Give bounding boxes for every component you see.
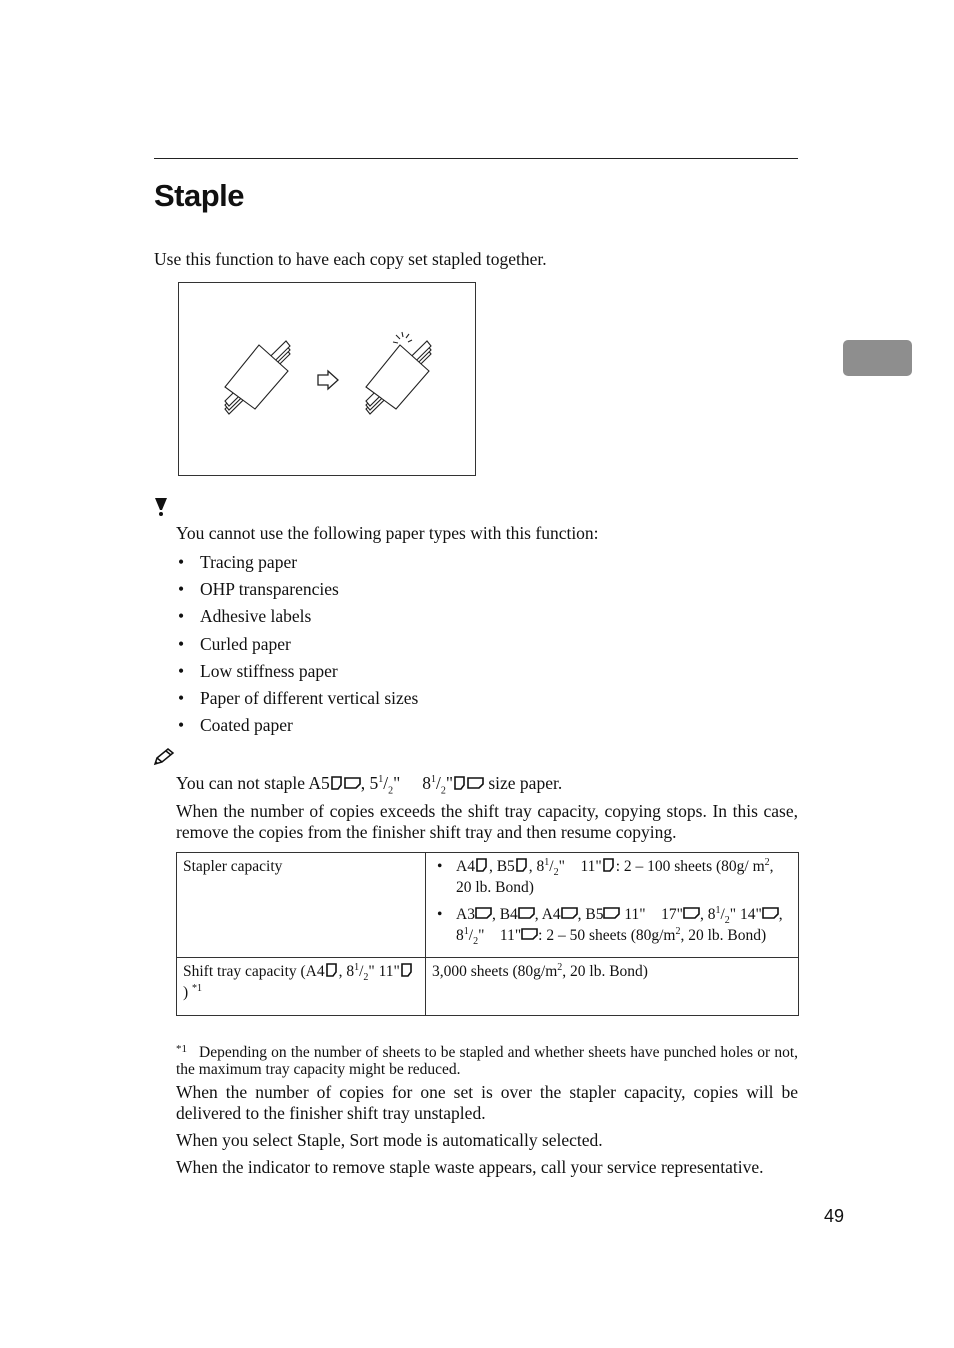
list-item: • OHP transparencies [176, 577, 418, 604]
landscape-orientation-icon [344, 776, 361, 790]
footnote-text: Depending on the number of sheets to be stapled and whether sheets have punched holes or not, the maximum tray capacity might be reduced. [176, 1044, 798, 1078]
landscape-orientation-icon [521, 927, 538, 941]
note-text: " [393, 773, 405, 793]
cell-text: " 14" [729, 906, 762, 923]
cell-text: , 8 [456, 906, 783, 944]
important-icon [153, 497, 169, 517]
cell-text: 11" [580, 858, 602, 875]
list-item: • Adhesive labels [176, 604, 418, 631]
staple-mark-icon [393, 332, 412, 343]
list-item: • Low stiffness paper [176, 659, 418, 686]
landscape-orientation-icon [475, 906, 492, 920]
list-item: • Coated paper [176, 713, 418, 740]
cell-text: , B5 [488, 858, 515, 875]
portrait-orientation-icon [400, 963, 414, 977]
note-text: You can not staple A5 [176, 773, 330, 793]
cell-text: A3 [456, 906, 475, 923]
footnote-ref: *1 [192, 982, 203, 994]
cell-text: / [549, 858, 554, 875]
note-text: / [435, 773, 441, 793]
list-item [432, 856, 792, 898]
chapter-tab [843, 340, 912, 376]
table-cell [177, 853, 426, 958]
subscript: 2 [363, 972, 369, 984]
cell-text: A4 [456, 858, 475, 875]
note-text: " [445, 773, 453, 793]
landscape-orientation-icon [467, 776, 484, 790]
cell-text: , A4 [534, 906, 561, 923]
table-cell [177, 958, 426, 1016]
superscript: 1 [463, 925, 469, 937]
cell-text: , B4 [491, 906, 518, 923]
superscript: 2 [764, 856, 770, 868]
cell-text: / [468, 927, 474, 944]
cell-text: " [558, 858, 565, 875]
intro-text: Use this function to have each copy set stapled together. [154, 249, 547, 269]
stapled-stack-illustration [179, 283, 475, 475]
cell-text: " [478, 927, 485, 944]
portrait-orientation-icon [515, 858, 529, 872]
table-cell [426, 853, 799, 958]
table-cell [426, 958, 799, 1016]
cell-text: : 2 – 100 sheets (80g/ m [615, 858, 765, 875]
cell-text: 3,000 sheets (80g/m [432, 963, 558, 980]
cell-text: / [359, 963, 364, 980]
paragraph: When the number of copies for one set is over the stapler capacity, copies will be delivered to the finisher shift tray unstapled. [176, 1082, 798, 1123]
landscape-orientation-icon [561, 906, 578, 920]
subscript: 2 [473, 936, 479, 948]
staple-illustration [178, 282, 476, 476]
note-line-1 [176, 773, 563, 797]
cell-text: , B5 [577, 906, 604, 923]
note-paragraph: When the number of copies exceeds the shift tray capacity, copying stops. In this case, remove the copies from the finisher shift tray and then resume copying. [176, 801, 798, 842]
table-row [177, 958, 799, 1016]
paragraph: When you select Staple, Sort mode is automatically selected. [176, 1130, 603, 1150]
footnote-mark: *1 [176, 1043, 187, 1055]
superscript: 1 [715, 904, 721, 916]
landscape-orientation-icon [518, 906, 535, 920]
paper-type-list [176, 550, 418, 740]
cell-text: , 8 [338, 963, 355, 980]
note-text: , 5 [360, 773, 379, 793]
landscape-orientation-icon [762, 906, 779, 920]
table-row [177, 853, 799, 958]
list-item: • Curled paper [176, 632, 418, 659]
superscript: 1 [354, 961, 360, 973]
cell-text: Shift tray capacity (A4 [183, 963, 325, 980]
cell-text: , 20 lb. Bond) [562, 963, 648, 980]
cell-text: , 20 lb. Bond) [456, 858, 774, 896]
stapler-capacity-label: Stapler capacity [183, 858, 283, 875]
important-lead: You cannot use the following paper types with this function: [176, 523, 599, 543]
subscript: 2 [440, 785, 446, 797]
portrait-orientation-icon [330, 776, 344, 790]
portrait-orientation-icon [475, 858, 489, 872]
cell-text: 11" [499, 927, 522, 944]
superscript: 1 [378, 774, 384, 786]
superscript: 2 [675, 925, 681, 937]
cell-text: ) [183, 984, 189, 1001]
subscript: 2 [724, 915, 730, 927]
paragraph: When the indicator to remove staple waste appears, call your service representative. [176, 1157, 764, 1177]
capacity-table [176, 852, 799, 1016]
cell-text: , 8 [528, 858, 545, 875]
superscript: 1 [544, 856, 550, 868]
arrow-right-icon [318, 371, 338, 389]
portrait-orientation-icon [325, 963, 339, 977]
page-title: Staple [154, 178, 245, 213]
page-number: 49 [823, 1206, 844, 1226]
stapler-capacity-list [432, 856, 792, 946]
superscript: 1 [430, 774, 436, 786]
cell-text: : 2 – 50 sheets (80g/m [538, 927, 676, 944]
portrait-orientation-icon [602, 858, 616, 872]
cell-text: / [720, 906, 725, 923]
cell-text: , 20 lb. Bond) [680, 927, 767, 944]
cell-text: 11" [620, 906, 646, 923]
subscript: 2 [553, 867, 559, 879]
note-text: size paper. [483, 773, 563, 793]
list-item: • Tracing paper [176, 550, 418, 577]
note-pencil-icon [153, 748, 175, 766]
superscript: 2 [557, 961, 563, 973]
landscape-orientation-icon [603, 906, 620, 920]
cell-text: 17" [661, 906, 683, 923]
note-text: 8 [417, 773, 431, 793]
list-item: • Paper of different vertical sizes [176, 686, 418, 713]
list-item [432, 904, 792, 946]
note-text: / [383, 773, 389, 793]
subscript: 2 [388, 785, 394, 797]
header-rule [154, 158, 798, 159]
cell-text: " 11" [368, 963, 400, 980]
landscape-orientation-icon [683, 906, 700, 920]
portrait-orientation-icon [453, 776, 467, 790]
cell-text: , 8 [699, 906, 716, 923]
